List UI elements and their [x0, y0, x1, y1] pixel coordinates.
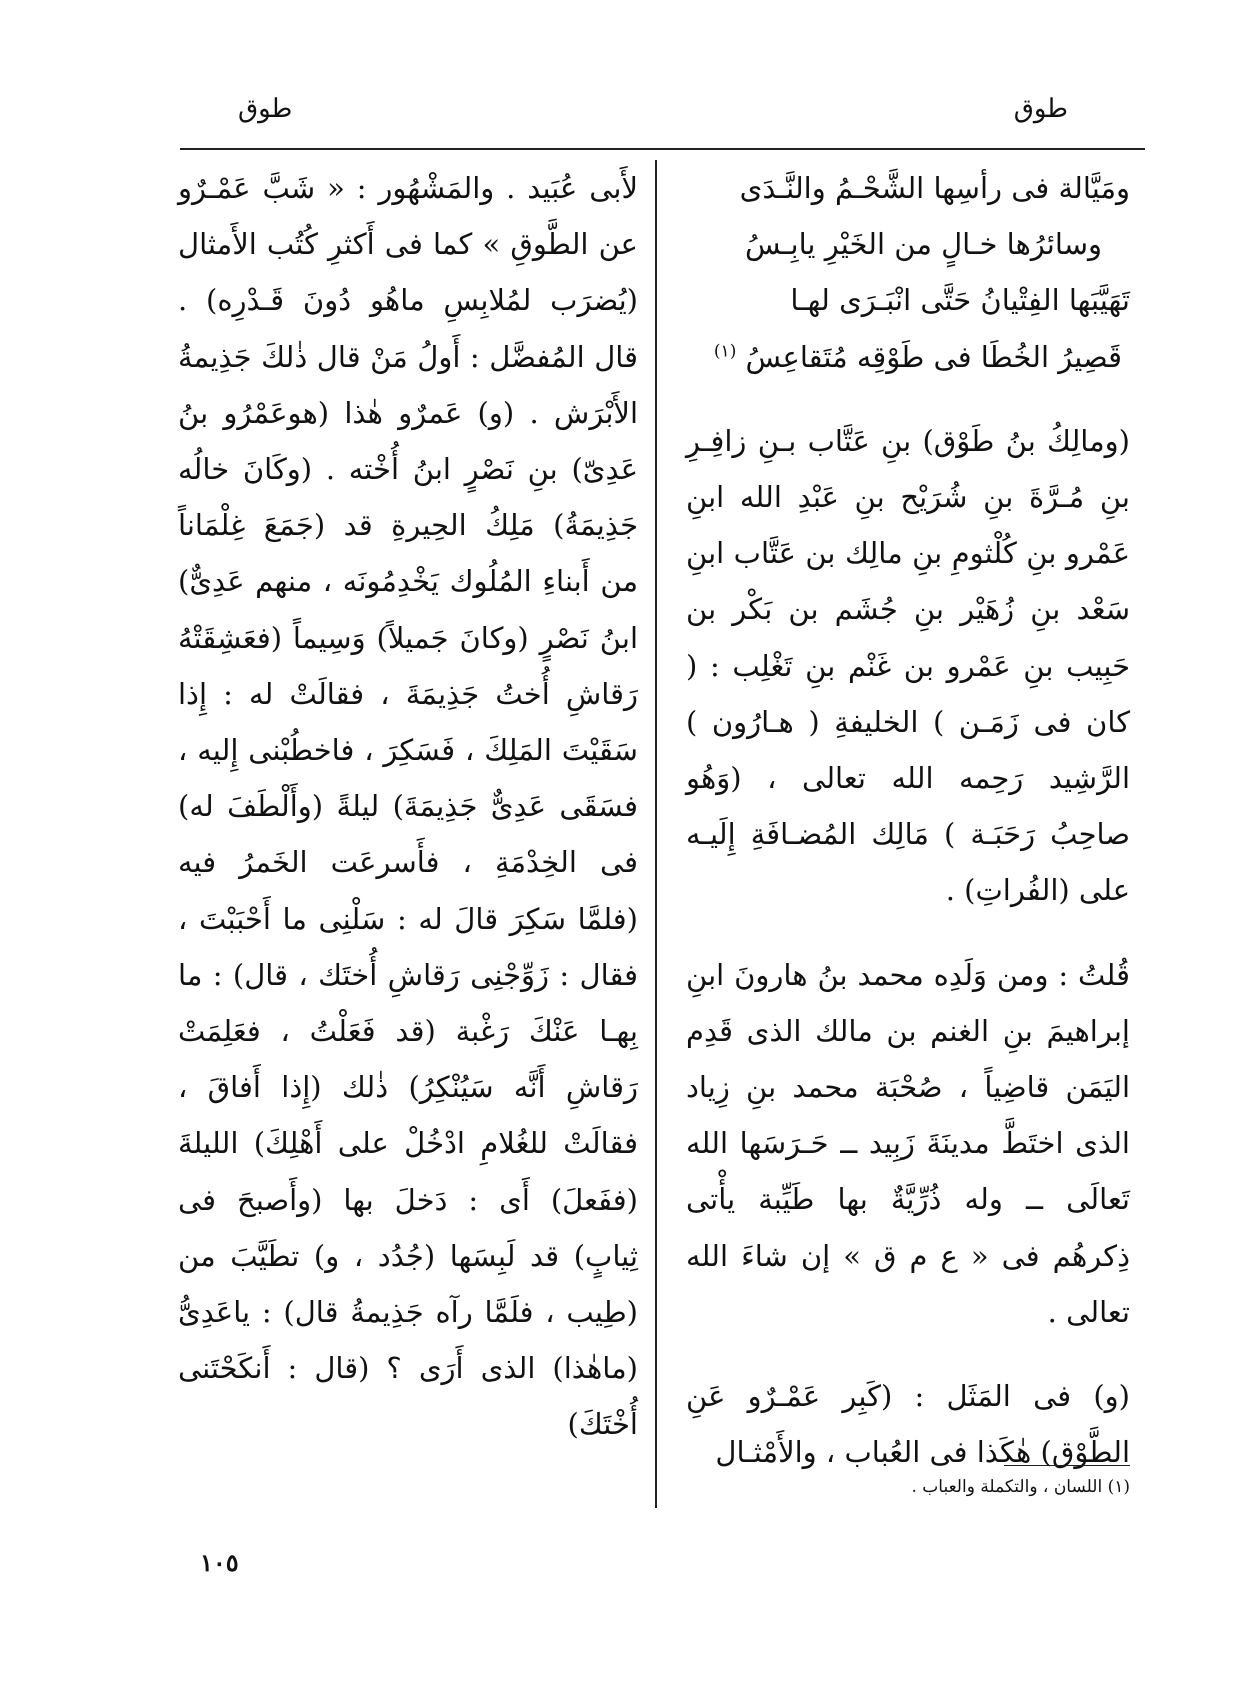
footnote: (١) اللسان ، والتكملة والعباب .: [911, 1477, 1130, 1497]
verse-line-2: وسائرُها خـالٍ من الخَيْرِ يابِـسُ: [745, 227, 1102, 262]
footnote-marker: (١): [713, 340, 737, 361]
right-column: [686, 160, 1130, 1480]
paragraph-gap: [686, 1340, 1130, 1368]
entry-descendants: قُلتُ : ومن وَلَدِه محمد بنُ هارونَ ابنِ إبراهيمَ بنِ الغنم بن مالك الذى قَدِم اليَمَن قاضِياً ، صُحْبَة محمد بنِ زِياد الذى اختَطَّ مدينَةَ زَبِيد ــ حَـرَسَها الله تَعالَى ــ وله ذُرِّيَّةٌ بها طَيِّبة يأْتى ذِكرهُم فى « ع م ق » إن شاءَ الله تعالى .: [686, 957, 1130, 1329]
entry-malik-ibn-tawq: (ومالِكُ بنُ طَوْق) بنِ عَتَّاب بـنِ زافِـرِ بنِ مُـرَّةَ بنِ شُرَيْح بنِ عَبْدِ الله ابنِ عَمْرو بنِ كُلْثومِ بنِ مالِك بن عَتَّاب ابنِ سَعْد بنِ زُهَيْر بنِ جُشَم بن بَكْر بن حَبِيب بنِ عَمْرو بن غَنْم بنِ تَغْلِب : ( كان فى زَمَـن ) الخليفةِ ( هـارُون ) الرَّشِيد رَحِمه الله تعالى ، (وَهُو صاحِبُ رَحَبَـة ) مَالِك المُضـافَةِ إِلَيـه على (الفُراتِ) .: [686, 423, 1130, 908]
entry-proverb: (و) فى المَثَل : (كَبِر عَمْـرٌو عَنِ الطَّوْق) هٰكَذا فى العُباب ، والأَمْثـال: [686, 1379, 1130, 1470]
page-number: ١٠٥: [200, 1548, 239, 1577]
paragraph-gap: [686, 919, 1130, 947]
header-rule: [180, 148, 1145, 150]
verse-line-3: تَهَيَّبَها الفِتْيانُ حَتَّى انْبَـرَى لهـا: [790, 283, 1130, 318]
column-divider: [655, 160, 657, 1508]
verse-line-4-text: قَصِيرُ الخُطَا فى طَوْقِه مُتَقاعِسُ: [745, 339, 1122, 374]
verse-line-4: [686, 329, 1130, 385]
paragraph-gap: [686, 385, 1130, 413]
entry-amr-ibn-adi: لأَبى عُبَيد . والمَشْهُور : « شَبَّ عَمْـرٌو عن الطَّوقِ » كما فى أَكثرِ كُتُب الأَمثال (يُضرَب لمُلابِسِ ماهُو دُونَ قَـدْرِه) . قال المُفضَّل : أَولُ مَنْ قال ذٰلكَ جَذِيمةُ الأَبْرَش . (و) عَمرٌو هٰذا (هوعَمْرُو بنُ عَدِىّ) بنِ نَصْرٍ ابنُ أُخْته . (وكَانَ خالُه جَذِيمَةُ) مَلِكُ الحِيرةِ قد (جَمَعَ غِلْمَاناً من أَبناءِ المُلُوك يَخْدِمُونَه ، منهم عَدِىٌّ) ابنُ نَصْرٍ (وكانَ جَميلاً) وَسِيماً (فعَشِقَتْهُ رَقاشِ أُختُ جَذِيمَةَ ، فقالَتْ له : إِذا سَقَيْتَ المَلِكَ ، فَسَكِرَ ، فاخطُبْنى إِليه ، فسَقَى عَدِىٌّ جَذِيمَةَ) ليلةً (وأَلْطَفَ له) فى الخِدْمَةِ ، فأَسرعَت الخَمرُ فيه (فلمَّا سَكِرَ قالَ له : سَلْنِى ما أَحْبَبْتَ ، فقال : زَوِّجْنِى رَقاشِ أُختَك ، قال) : ما بِهـا عَنْكَ رَغْبة (قد فَعَلْتُ ، فعَلِمَتْ رَقاشِ أَنَّه سَيُنْكِرُ) ذٰلك (إِذا أَفاقَ ، فقالَتْ للغُلامِ ادْخُلْ على أَهْلِكَ) الليلةَ (ففَعلَ) أَى : دَخلَ بها (وأَصبحَ فى ثِيابٍ) قد لَبِسَها (جُدُد ، و) تطَيَّبَ من (طِيب ، فلَمَّا رآه جَذِيمةُ قال) : ياعَدِىُّ (ماهٰذا) الذى أَرَى ؟ (قال : أَنكَحْتَنى أُخْتَكَ): [178, 171, 638, 1442]
running-header-left: طوق: [238, 94, 293, 124]
verse-line-1: ومَيَّالة فى رأسِها الشَّحْـمُ والنَّـدَى: [739, 171, 1130, 205]
left-column: [178, 160, 638, 1453]
footnote-rule: [1004, 1465, 1130, 1466]
poem-verse: [686, 160, 1130, 385]
running-header-right: طوق: [1013, 94, 1068, 124]
